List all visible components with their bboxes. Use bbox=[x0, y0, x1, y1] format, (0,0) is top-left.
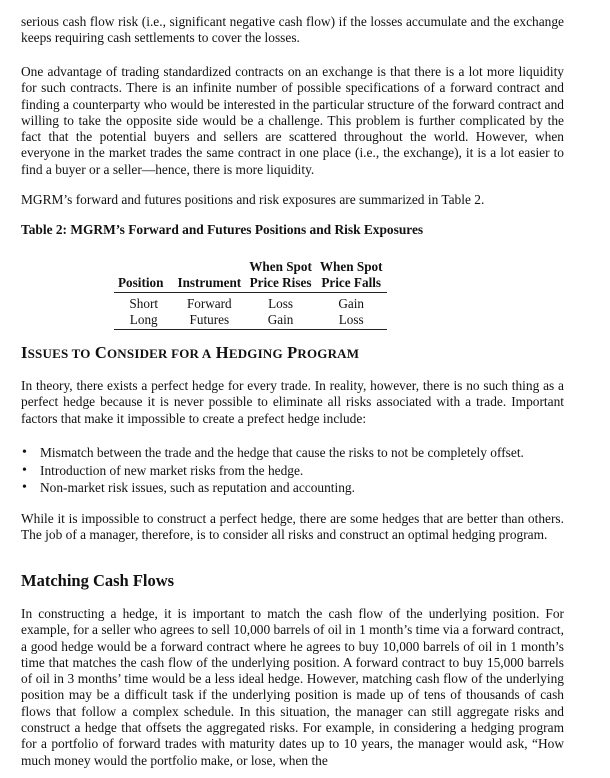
table-header-position: Position bbox=[114, 275, 173, 293]
table-header-rises-top: When Spot bbox=[249, 259, 312, 274]
paragraph-liquidity: One advantage of trading standardized contracts on an exchange is that there is a lot more liquidity for such contracts. There is an infinite number of possible specifications of a forward contract and finding a counterparty who would be interested in the particular structure of the forward contract and willing to take the opposite side would be a challenge. This problem is further complicated by the fact that the potential buyers and sellers are scattered throughout the world. However, when everyone in the market trades the same contract in one place (i.e., the exchange), it is a lot easier to find a buyer or a seller—hence, there is more liquidity. bbox=[21, 64, 564, 177]
paragraph-optimal-hedge: While it is impossible to construct a perfect hedge, there are some hedges that are better than others. The job of a manager, therefore, is to consider all risks and construct an optimal hedging program. bbox=[21, 511, 564, 543]
table-row bbox=[114, 312, 387, 330]
table-caption: Table 2: MGRM’s Forward and Futures Positions and Risk Exposures bbox=[21, 222, 424, 237]
list-item: • Non-market risk issues, such as reputation and accounting. bbox=[21, 479, 581, 497]
table-header-blank bbox=[114, 259, 173, 275]
table-row bbox=[114, 293, 387, 313]
table-header-instrument: Instrument bbox=[173, 275, 245, 293]
table-cell-rises: Loss bbox=[268, 296, 293, 311]
table-header-rises: Price Rises bbox=[245, 275, 316, 293]
table-header-falls: Price Falls bbox=[316, 275, 387, 293]
table-header-blank bbox=[173, 259, 245, 275]
table-cell-position: Short bbox=[129, 296, 158, 311]
table-cell-falls: Gain bbox=[338, 296, 365, 311]
subsection-heading-matching-cash-flows: Matching Cash Flows bbox=[21, 571, 175, 590]
paragraph-table-intro: MGRM’s forward and futures positions and risk exposures are summarized in Table 2. bbox=[21, 192, 485, 207]
list-item: • Mismatch between the trade and the hedge that cause the risks to not be completely offset. bbox=[21, 444, 581, 462]
risk-exposure-table bbox=[114, 259, 387, 330]
table-header-falls-top: When Spot bbox=[319, 259, 383, 274]
factor-list bbox=[21, 444, 581, 497]
table-cell-rises: Gain bbox=[245, 312, 316, 330]
paragraph-matching-cash-flows: In constructing a hedge, it is important to match the cash flow of the underlying position. For example, for a seller who agrees to sell 10,000 barrels of oil in 1 month’s time via a forward contract, a good hedge would be a forward contract where he agrees to buy 10,000 barrels of oil in 1 month’s time that matches the cash flow of the underlying position. A forward contract to buy 15,000 barrels of oil in 3 months’ time would be a less ideal hedge. However, matching cash flow of the underlying position may be a difficult task if the underlying position is made up of tens of thousands of cash flows that follow a complex schedule. In this situation, the manager can still aggregate risks and construct a hedge that offsets the aggregated risks. For example, in considering a hedging program for a portfolio of forward trades with maturity dates up to 10 years, the manager would ask, “How much money would the portfolio make, or lose, when the bbox=[21, 606, 564, 768]
section-heading-hedging-program: ISSUES TO CONSIDER FOR A HEDGING PROGRAM bbox=[21, 343, 360, 362]
table-cell-falls: Loss bbox=[316, 312, 387, 330]
table-header-row-bottom bbox=[114, 275, 387, 293]
table-header-row-top bbox=[114, 259, 387, 275]
list-item: • Introduction of new market risks from the hedge. bbox=[21, 462, 581, 480]
table-cell-position: Long bbox=[114, 312, 173, 330]
table-cell-instrument: Forward bbox=[186, 296, 232, 311]
paragraph-cash-flow-risk: serious cash flow risk (i.e., significant negative cash flow) if the losses accumulate and the exchange keeps requiring cash settlements to cover the losses. bbox=[21, 14, 564, 46]
paragraph-perfect-hedge: In theory, there exists a perfect hedge for every trade. In reality, however, there is no such thing as a perfect hedge because it is never possible to eliminate all risks associated with a trade. Important factors that make it impossible to create a prefect hedge include: bbox=[21, 378, 564, 426]
table-cell-instrument: Futures bbox=[173, 312, 245, 330]
